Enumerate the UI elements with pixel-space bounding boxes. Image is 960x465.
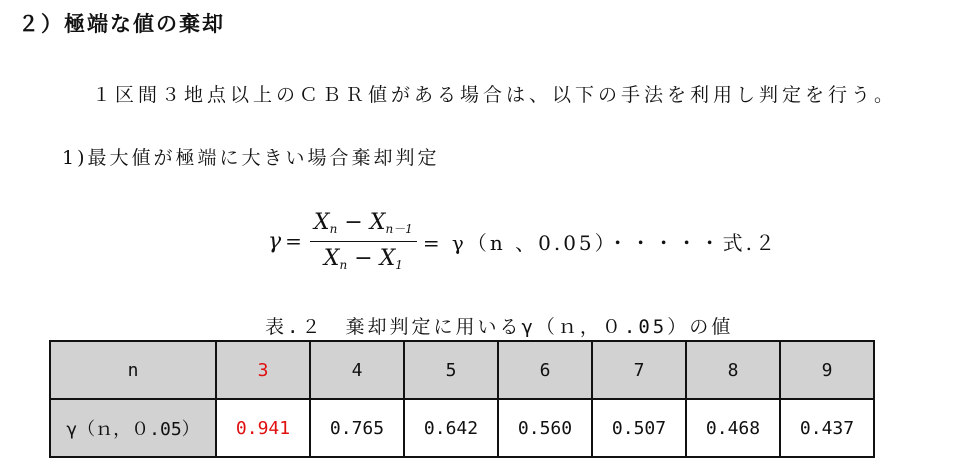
row-label-n: n <box>50 341 216 399</box>
table-cell: 0.941 <box>216 399 310 457</box>
den-x2: X <box>379 246 396 271</box>
formula-rhs: = γ（n 、0.05）・・・・・式.２ <box>422 230 779 255</box>
table-cell: 0.437 <box>780 399 874 457</box>
num-x1-sub: n <box>329 222 338 236</box>
section-heading: ２）極端な値の棄却 <box>18 12 225 36</box>
col-header: 9 <box>780 341 874 399</box>
table-row-gamma <box>50 399 874 457</box>
den-x2-sub: 1 <box>395 258 403 272</box>
formula-fraction <box>310 210 417 272</box>
formula-denominator <box>320 242 407 272</box>
gamma-table <box>49 340 875 458</box>
col-header: 5 <box>404 341 498 399</box>
gamma-formula <box>268 205 778 277</box>
col-header: 8 <box>686 341 780 399</box>
row-label-gamma: γ（ｎ，０.05） <box>50 399 216 457</box>
num-minus: − <box>344 210 363 235</box>
num-x2-sub: n－1 <box>385 222 413 236</box>
subsection-heading: 1)最大値が極端に大きい場合棄却判定 <box>62 147 440 169</box>
table-cell: 0.642 <box>404 399 498 457</box>
table-cell: 0.468 <box>686 399 780 457</box>
den-minus: − <box>354 246 373 271</box>
table-row-n <box>50 341 874 399</box>
formula-numerator <box>310 210 417 242</box>
col-header: 4 <box>310 341 404 399</box>
table-cell: 0.765 <box>310 399 404 457</box>
num-x2: X <box>369 210 386 235</box>
intro-paragraph: １区間３地点以上のＣＢＲ値がある場合は、以下の手法を利用し判定を行う。 <box>92 84 898 106</box>
col-header: 3 <box>216 341 310 399</box>
formula-equals: = <box>285 229 302 253</box>
den-x1-sub: n <box>339 258 348 272</box>
table-caption: 表.２ 棄却判定に用いるγ（ｎ，０.05）の値 <box>265 316 734 338</box>
den-x1: X <box>323 246 340 271</box>
col-header: 6 <box>498 341 592 399</box>
table-cell: 0.560 <box>498 399 592 457</box>
formula-lhs: γ <box>268 228 282 254</box>
table-cell: 0.507 <box>592 399 686 457</box>
col-header: 7 <box>592 341 686 399</box>
num-x1: X <box>313 210 330 235</box>
